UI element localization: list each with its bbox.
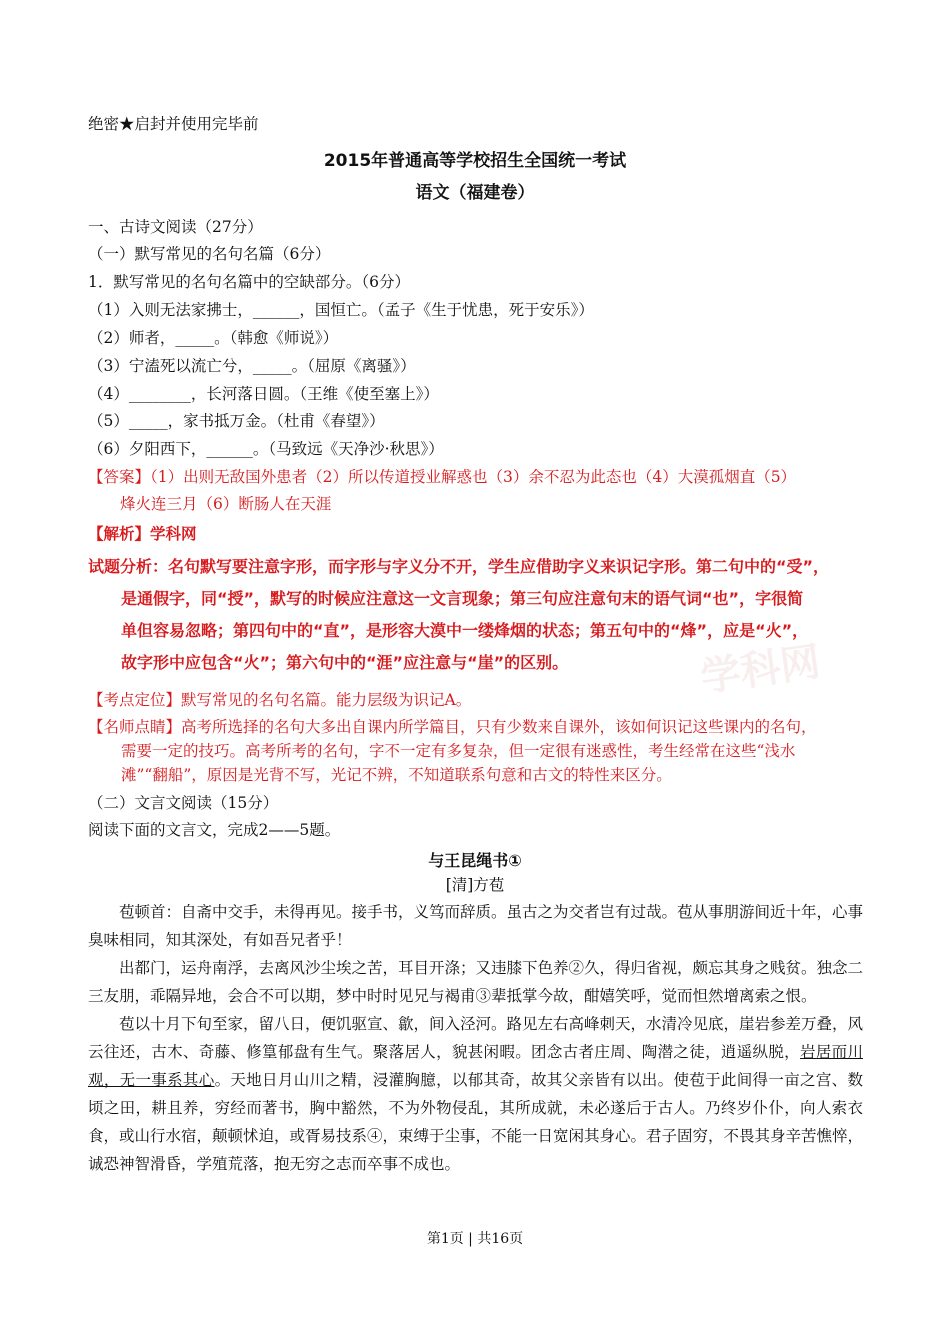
passage-paragraph: 出都门，运舟南浮，去离风沙尘埃之苦，耳目开涤；又违膝下色养②久，得归省视，颇忘其身之贱贫。独念二三友朋，乖隔异地，会合不可以期，梦中时时见兄与褐甫③辈抵掌今故，酣嬉笑呼，觉而怛然增离索之恨。 (88, 959, 864, 1005)
exam-title: 2015年普通高等学校招生全国统一考试 (323, 151, 627, 171)
blank-item: （3）宁溘死以流亡兮，_____。（屈原《离骚》） (88, 357, 416, 375)
underlined-sentence: 岩居而川观，无一事系其心 (88, 1043, 863, 1089)
analysis-label: 【解析】学科网 (88, 525, 197, 543)
analysis-line: 故字形中应包含“火”；第六句中的“涯”应注意与“崖”的区别。 (121, 653, 569, 672)
section-heading: 一、古诗文阅读（27分） (88, 218, 263, 236)
blank-item: （1）入则无法家拂士，______，国恒亡。（孟子《生于忧患，死于安乐》） (88, 301, 594, 319)
page-footer: 第1页 | 共16页 (426, 1231, 524, 1247)
kaodian-line: 【考点定位】默写常见的名句名篇。能力层级为识记A。 (88, 691, 472, 709)
mingshi-line: 【名师点睛】高考所选择的名句大多出自课内所学篇目，只有少数来自课外，该如何识记这些课内的名句， (88, 718, 817, 736)
mingshi-line: 滩”“翻船”，原因是光背不写，光记不辨，不知道联系句意和古文的特性来区分。 (121, 766, 672, 784)
analysis-block (88, 551, 868, 679)
blank-item: （4）________，长河落日圆。（王维《使至塞上》） (88, 385, 439, 403)
passage-text: 。天地日月山川之精，浸灌胸臆，以郁其奇，故其父亲皆有以出。使苞于此间得一亩之宫、数顷之田，耕且养，穷经而著书，胸中豁然，不为外物侵乱，其所成就，未必遂后于古人。乃终岁仆仆，向人索衣食，或山行水宿，颠顿怵迫，或胥易技系④，束缚于尘事，不能一日宽闲其身心。君子固穷，不畏其身辛苦憔悴，诚恐神智滑昏，学殖荒落，抱无穷之志而卒事不成也。 (88, 1071, 864, 1173)
mingshi-line: 需要一定的技巧。高考所考的名句，字不一定有多复杂，但一定很有迷惑性，考生经常在这些“浅水 (121, 742, 796, 760)
watermark: 学科网 (697, 638, 824, 702)
blank-item: （6）夕阳西下，______。（马致远《天净沙·秋思》） (88, 440, 444, 458)
secret-mark: 绝密★启封并使用完毕前 (88, 115, 259, 133)
blank-item: （2）师者，_____。（韩愈《师说》） (88, 329, 339, 347)
question-stem: 1．默写常见的名句名篇中的空缺部分。（6分） (88, 273, 410, 291)
analysis-line: 试题分析：名句默写要注意字形，而字形与字义分不开，学生应借助字义来识记字形。第二句中的“受”， (88, 557, 830, 576)
passage-text: 苞以十月下旬至家，留八日，便饥驱宣、歙，间入泾河。路见左右高峰刺天，水清冷见底，崖岩参差万叠，风云往还，古木、奇藤、修篁郁盘有生气。聚落居人，貌甚闲暇。团念古者庄周、陶潜之徒，逍遥纵脱， (88, 1015, 864, 1061)
passage-body (88, 898, 863, 1178)
subsection-heading: （二）文言文阅读（15分） (88, 794, 279, 812)
exam-subtitle: 语文（福建卷） (415, 183, 535, 203)
answer-line: 烽火连三月（6）断肠人在天涯 (120, 495, 332, 513)
subsection-heading: （一）默写常见的名句名篇（6分） (88, 245, 331, 263)
passage-paragraph: 苞顿首：自斋中交手，未得再见。接手书，义笃而辞质。虽古之为交者岂有过哉。苞从事朋游间近十年，心事臭味相同，知其深处，有如吾兄者乎！ (88, 903, 864, 949)
answer-line: 【答案】（1）出则无敌国外患者（2）所以传道授业解惑也（3）余不忍为此态也（4）大漠孤烟直（5） (88, 468, 797, 486)
passage-title: 与王昆绳书① (428, 851, 522, 870)
blank-item: （5）_____，家书抵万金。（杜甫《春望》） (88, 412, 385, 430)
instruction: 阅读下面的文言文，完成2——5题。 (88, 821, 341, 839)
mingshi-block (88, 715, 868, 787)
analysis-line: 是通假字，同“授”，默写的时候应注意这一文言现象；第三句应注意句末的语气词“也”，字很简 (121, 589, 804, 608)
analysis-line: 单但容易忽略；第四句中的“直”，是形容大漠中一缕烽烟的状态；第五句中的“烽”，应是“火”， (121, 621, 809, 640)
passage-paragraph (88, 1010, 863, 1178)
passage-author: [清]方苞 (445, 876, 505, 894)
